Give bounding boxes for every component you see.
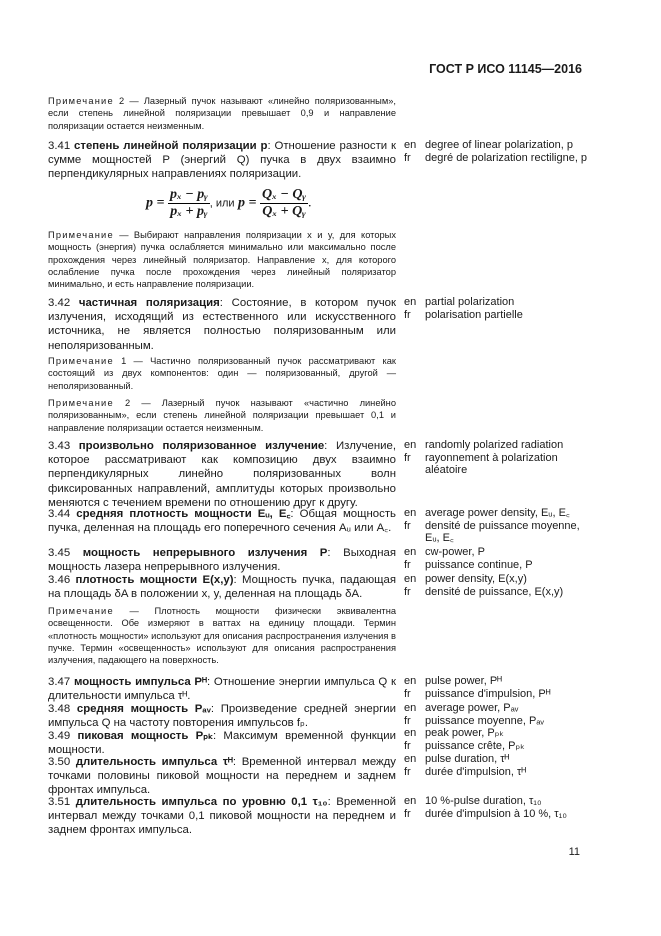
term-number: 3.48 (48, 703, 71, 715)
term-definition: : Отношение разности к сумме мощностей P (энергий Q) пучка в двух взаимно перпендикулярных направлениях поляризации. (48, 140, 396, 181)
term-name: частичная поляризация (78, 297, 220, 309)
lang-term: power density, E(x,y) (425, 573, 527, 585)
translation-3-46 (404, 573, 594, 598)
term-name: произвольно поляризованное излучение (78, 440, 325, 452)
term-3-48 (48, 702, 396, 730)
lang-code: fr (404, 308, 411, 321)
lang-code: en (404, 296, 417, 308)
lang-term: cw-power, P (425, 546, 485, 558)
translation-3-43 (404, 439, 594, 477)
term-3-51 (48, 795, 396, 838)
lang-code: en (404, 675, 417, 687)
lang-code: fr (404, 519, 411, 532)
term-name: степень линейной поляризации p (74, 140, 268, 152)
term-name: мощность импульса Pᴴ (73, 676, 207, 688)
term-definition: : Максимум временной функции мощности. (48, 730, 396, 757)
note-text: 2 — Лазерный пучок называют «частично линейно поляризованным», если степень линейной поляризации превышает 0,1 и направление поляризации остается неизменным. (48, 398, 396, 433)
term-name: плотность мощности E(x,y) (75, 574, 234, 586)
denominator: pₓ + pᵧ (170, 204, 208, 219)
note-text: 2 — Лазерный пучок называют «линейно поляризованным», если степень линейной поляризации превышает 0,9 и направление поляризации остается неизменным. (48, 96, 396, 131)
term-number: 3.47 (48, 676, 71, 688)
note-label: Примечание (48, 230, 114, 240)
document-header: ГОСТ Р ИСО 11145—2016 (429, 62, 582, 76)
term-3-46 (48, 573, 396, 601)
term-3-49 (48, 729, 396, 757)
lang-code: fr (404, 807, 411, 820)
lang-term: puissance moyenne, Pₐᵥ (425, 714, 544, 727)
formula-or: , или (209, 197, 235, 210)
lang-term: average power, Pₐᵥ (425, 702, 519, 714)
translation-3-41 (404, 139, 594, 164)
term-name: средняя мощность Pₐᵥ (76, 703, 211, 715)
lang-term: degree of linear polarization, p (425, 139, 573, 151)
term-number: 3.50 (48, 756, 71, 768)
lang-term: densité de puissance, E(x,y) (425, 585, 564, 598)
polarization-formula (146, 187, 312, 220)
note-3-41 (48, 229, 396, 290)
lang-code: en (404, 546, 417, 558)
denominator: Qₓ + Qᵧ (262, 204, 306, 219)
lang-term: densité de puissance moyenne, Eᵤ, E꜀ (425, 519, 580, 544)
lang-term: peak power, Pₚₖ (425, 727, 505, 739)
term-name: средняя плотность мощности Eᵤ, E꜀ (76, 508, 291, 520)
lang-term: average power density, Eᵤ, E꜀ (425, 507, 570, 519)
translation-3-42 (404, 296, 594, 321)
note-3-40-2 (48, 95, 396, 132)
term-3-43 (48, 439, 396, 510)
term-definition: : Отношение энергии импульса Q к длительности импульса τᴴ. (48, 676, 396, 703)
lang-code: en (404, 139, 417, 151)
note-label: Примечание (48, 96, 114, 106)
lang-code: fr (404, 151, 411, 164)
term-number: 3.46 (48, 574, 71, 586)
lang-term: durée d'impulsion, τᴴ (425, 765, 527, 778)
term-definition: : Произведение средней энергии импульса Q на частоту повторения импульсов fₚ. (48, 703, 396, 730)
lang-term: puissance continue, P (425, 558, 533, 571)
lang-term: randomly polarized radiation (425, 439, 564, 451)
numerator: Qₓ − Qᵧ (262, 187, 306, 202)
term-3-41 (48, 139, 396, 182)
lang-code: fr (404, 451, 411, 464)
numerator: pₓ − pᵧ (169, 187, 208, 202)
lang-code: en (404, 439, 417, 451)
term-number: 3.43 (48, 440, 71, 452)
lang-code: en (404, 727, 417, 739)
formula-lhs-2: p = (238, 195, 257, 211)
term-definition: : Мощность пучка, падающая на площадь δA в положении x, y, деленная на площадь δA. (48, 574, 396, 601)
term-number: 3.41 (48, 140, 71, 152)
term-definition: : Выходная мощность лазера непрерывного излучения. (48, 547, 396, 574)
term-name: мощность непрерывного излучения P (82, 547, 328, 559)
term-number: 3.44 (48, 508, 71, 520)
translation-3-44 (404, 507, 594, 545)
term-number: 3.51 (48, 796, 71, 808)
lang-code: en (404, 753, 417, 765)
note-3-42-1 (48, 355, 396, 392)
term-3-44 (48, 507, 396, 535)
term-definition: : Излучение, которое рассматривают как композицию двух взаимно перпендикулярных линейно поляризованных волн фиксированных направлений, амплитуды которых произвольно меняются с течением времени по отношению друг к другу. (48, 440, 396, 509)
note-text: 1 — Частично поляризованный пучок рассматривают как состоящий из двух компонентов: один — поляризованный, другой — неполяризованный. (48, 356, 396, 391)
note-3-46 (48, 605, 396, 666)
term-number: 3.42 (48, 297, 71, 309)
lang-code: en (404, 795, 417, 807)
term-number: 3.45 (48, 547, 71, 559)
lang-code: fr (404, 765, 411, 778)
term-name: длительность импульса τᴴ (75, 756, 233, 768)
lang-code: fr (404, 558, 411, 571)
lang-code: en (404, 702, 417, 714)
term-3-50 (48, 755, 396, 798)
fraction-power (168, 187, 210, 220)
lang-term: puissance d'impulsion, Pᴴ (425, 687, 551, 700)
lang-term: degré de polarization rectiligne, p (425, 151, 588, 164)
lang-code: fr (404, 714, 411, 727)
lang-term: rayonnement à polarization aléatoire (425, 451, 558, 476)
page-number: 11 (568, 846, 580, 858)
term-3-47 (48, 675, 396, 703)
translation-3-51 (404, 795, 594, 820)
term-number: 3.49 (48, 730, 71, 742)
formula-lhs: p = (146, 195, 165, 211)
lang-code: en (404, 573, 417, 585)
translation-3-47 (404, 675, 594, 700)
note-label: Примечание (48, 606, 114, 616)
translation-3-45 (404, 546, 594, 571)
lang-term: polarisation partielle (425, 308, 523, 321)
term-name: пиковая мощность Pₚₖ (77, 730, 213, 742)
note-3-42-2 (48, 397, 396, 434)
term-3-45 (48, 546, 396, 574)
lang-term: pulse power, Pᴴ (425, 675, 502, 687)
translation-3-50 (404, 753, 594, 778)
note-label: Примечание (48, 356, 114, 366)
translation-3-49 (404, 727, 594, 752)
lang-term: 10 %-pulse duration, τ₁₀ (425, 795, 542, 807)
formula-period: . (308, 195, 312, 211)
term-definition: : Временной интервал между точками половины пиковой мощности на переднем и заднем фронтах импульса. (48, 756, 397, 797)
note-text: — Выбирают направления поляризации x и y, для которых мощность (энергия) пучка ослабляется минимально или максимально после прохождения через линейный поляризатор. Направление x, для которого ослабление пучка после прохождения через линейный поляризатор минимально, и есть направление поляризации. (48, 230, 396, 290)
translation-3-48 (404, 702, 594, 727)
term-definition: : Общая мощность пучка, деленная на площадь его поперечного сечения Aᵤ или A꜀. (48, 508, 396, 535)
lang-term: puissance crête, Pₚₖ (425, 739, 525, 752)
lang-code: fr (404, 585, 411, 598)
lang-term: partial polarization (425, 296, 515, 308)
lang-code: fr (404, 687, 411, 700)
term-3-42 (48, 296, 396, 353)
lang-code: fr (404, 739, 411, 752)
term-name: длительность импульса по уровню 0,1 τ₁₀ (75, 796, 328, 808)
fraction-energy (260, 187, 308, 220)
lang-code: en (404, 507, 417, 519)
term-definition: : Временной интервал между точками 0,1 пиковой мощности на переднем и заднем фронтах импульса. (48, 796, 397, 837)
lang-term: pulse duration, τᴴ (425, 753, 510, 765)
term-definition: : Состояние, в котором пучок излучения, исходящий из естественного или искусственного источника, не является полностью поляризованным или неполяризованным. (48, 297, 396, 352)
note-text: — Плотность мощности физически эквивалентна освещенности. Обе измеряют в ваттах на единицу площади. Термин «плотность мощности» используют для описания распространения излучения в пучке. Термин «освещенность» используют для описания распространения излучения, падающего на поверхность. (48, 606, 396, 666)
note-label: Примечание (48, 398, 114, 408)
lang-term: durée d'impulsion à 10 %, τ₁₀ (425, 807, 567, 820)
